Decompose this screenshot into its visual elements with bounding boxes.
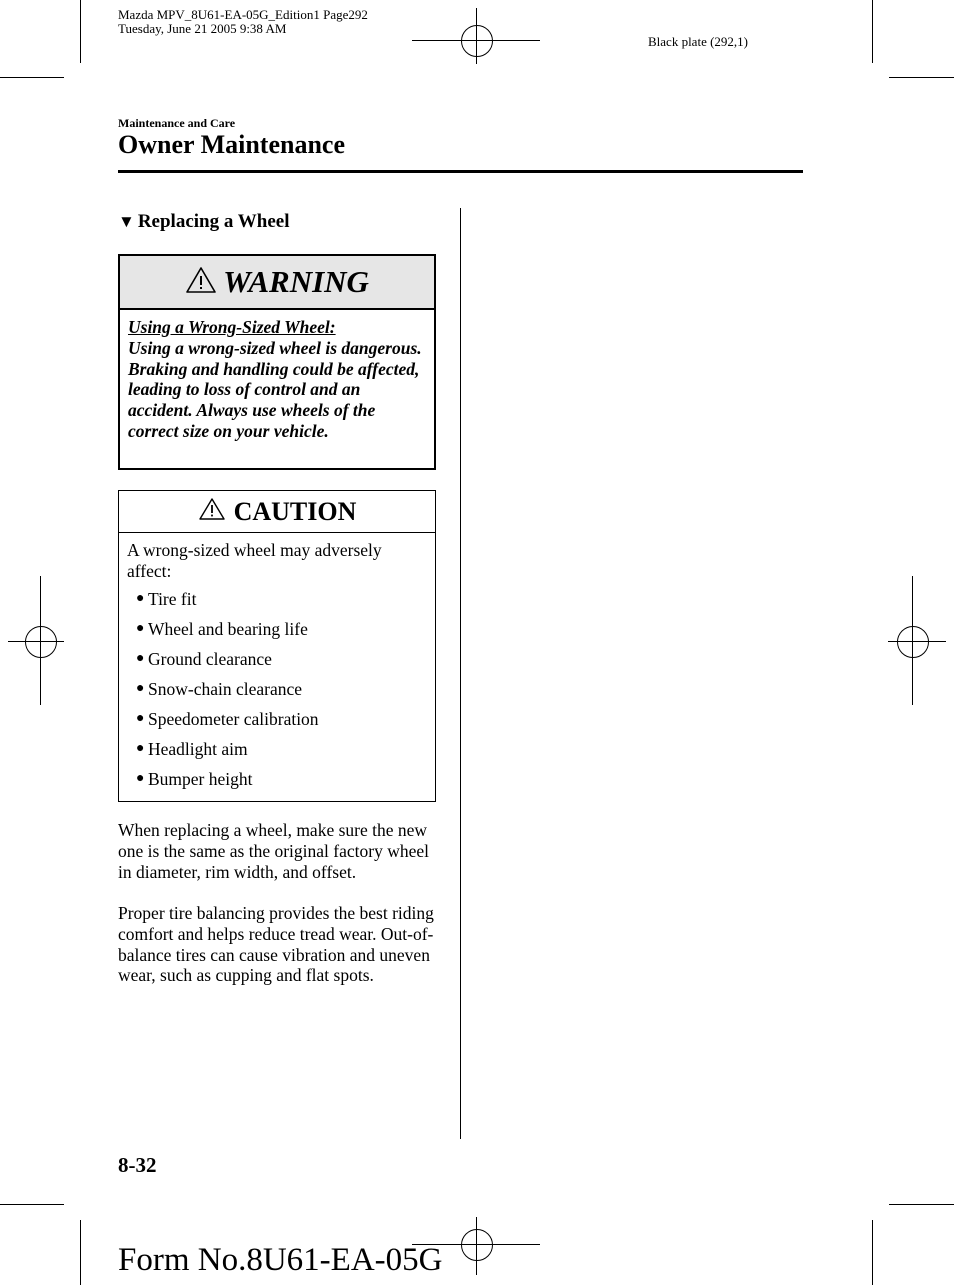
list-item bbox=[127, 619, 427, 649]
subsection-heading bbox=[118, 211, 289, 233]
paragraph-wheel-size: When replacing a wheel, make sure the new one is the same as the original factory wheel in diameter, rim width, and offset. bbox=[118, 820, 430, 882]
list-item-label: Speedometer calibration bbox=[148, 709, 319, 729]
list-item-label: Wheel and bearing life bbox=[148, 619, 308, 639]
warning-body bbox=[120, 310, 434, 450]
list-item bbox=[127, 679, 427, 709]
list-item-label: Tire fit bbox=[148, 589, 197, 609]
list-item-label: Snow-chain clearance bbox=[148, 679, 303, 699]
print-header-line2: Tuesday, June 21 2005 9:38 AM bbox=[118, 21, 287, 36]
paragraph-balancing: Proper tire balancing provides the best riding comfort and helps reduce tread wear. Out-of-balance tires can cause vibration and uneven wear, such as cupping and flat spots. bbox=[118, 903, 434, 986]
warning-icon bbox=[185, 266, 217, 299]
list-item bbox=[127, 739, 427, 769]
caution-title: CAUTION bbox=[233, 496, 357, 526]
warning-title: WARNING bbox=[223, 264, 369, 299]
caution-icon bbox=[198, 497, 226, 526]
list-item-label: Bumper height bbox=[148, 769, 253, 789]
bullet-icon: ● bbox=[136, 711, 145, 726]
section-category: Maintenance and Care bbox=[118, 116, 236, 130]
bullet-icon: ● bbox=[136, 771, 145, 786]
bullet-icon: ● bbox=[136, 741, 145, 756]
list-item bbox=[127, 769, 427, 799]
print-header-line1: Mazda MPV_8U61-EA-05G_Edition1 Page292 bbox=[118, 7, 368, 22]
print-header-plate: Black plate (292,1) bbox=[648, 34, 748, 49]
caution-box bbox=[118, 490, 436, 802]
list-item bbox=[127, 649, 427, 679]
bullet-icon: ● bbox=[136, 591, 145, 606]
triangle-marker-icon: ▼ bbox=[118, 212, 135, 231]
caution-header bbox=[119, 491, 435, 533]
warning-header bbox=[120, 256, 434, 310]
column-divider bbox=[460, 208, 461, 1139]
warning-box bbox=[118, 254, 436, 470]
subsection-title: Replacing a Wheel bbox=[137, 211, 290, 232]
bullet-icon: ● bbox=[136, 621, 145, 636]
form-number: Form No.8U61-EA-05G bbox=[118, 1242, 443, 1278]
bullet-icon: ● bbox=[136, 681, 145, 696]
warning-heading: Using a Wrong-Sized Wheel: bbox=[128, 317, 336, 337]
bullet-icon: ● bbox=[136, 651, 145, 666]
caution-list bbox=[127, 589, 427, 799]
caution-intro: A wrong-sized wheel may adversely affect: bbox=[127, 540, 382, 581]
list-item bbox=[127, 589, 427, 619]
title-rule bbox=[118, 170, 803, 173]
page-number: 8-32 bbox=[118, 1153, 157, 1177]
list-item-label: Ground clearance bbox=[148, 649, 272, 669]
list-item bbox=[127, 709, 427, 739]
page-title: Owner Maintenance bbox=[118, 130, 345, 159]
caution-body bbox=[119, 533, 435, 799]
warning-text: Using a wrong-sized wheel is dangerous. Braking and handling could be affected, leading to loss of control and an accident. Always use wheels of the correct size on your vehicle. bbox=[128, 337, 422, 441]
list-item-label: Headlight aim bbox=[148, 739, 248, 759]
